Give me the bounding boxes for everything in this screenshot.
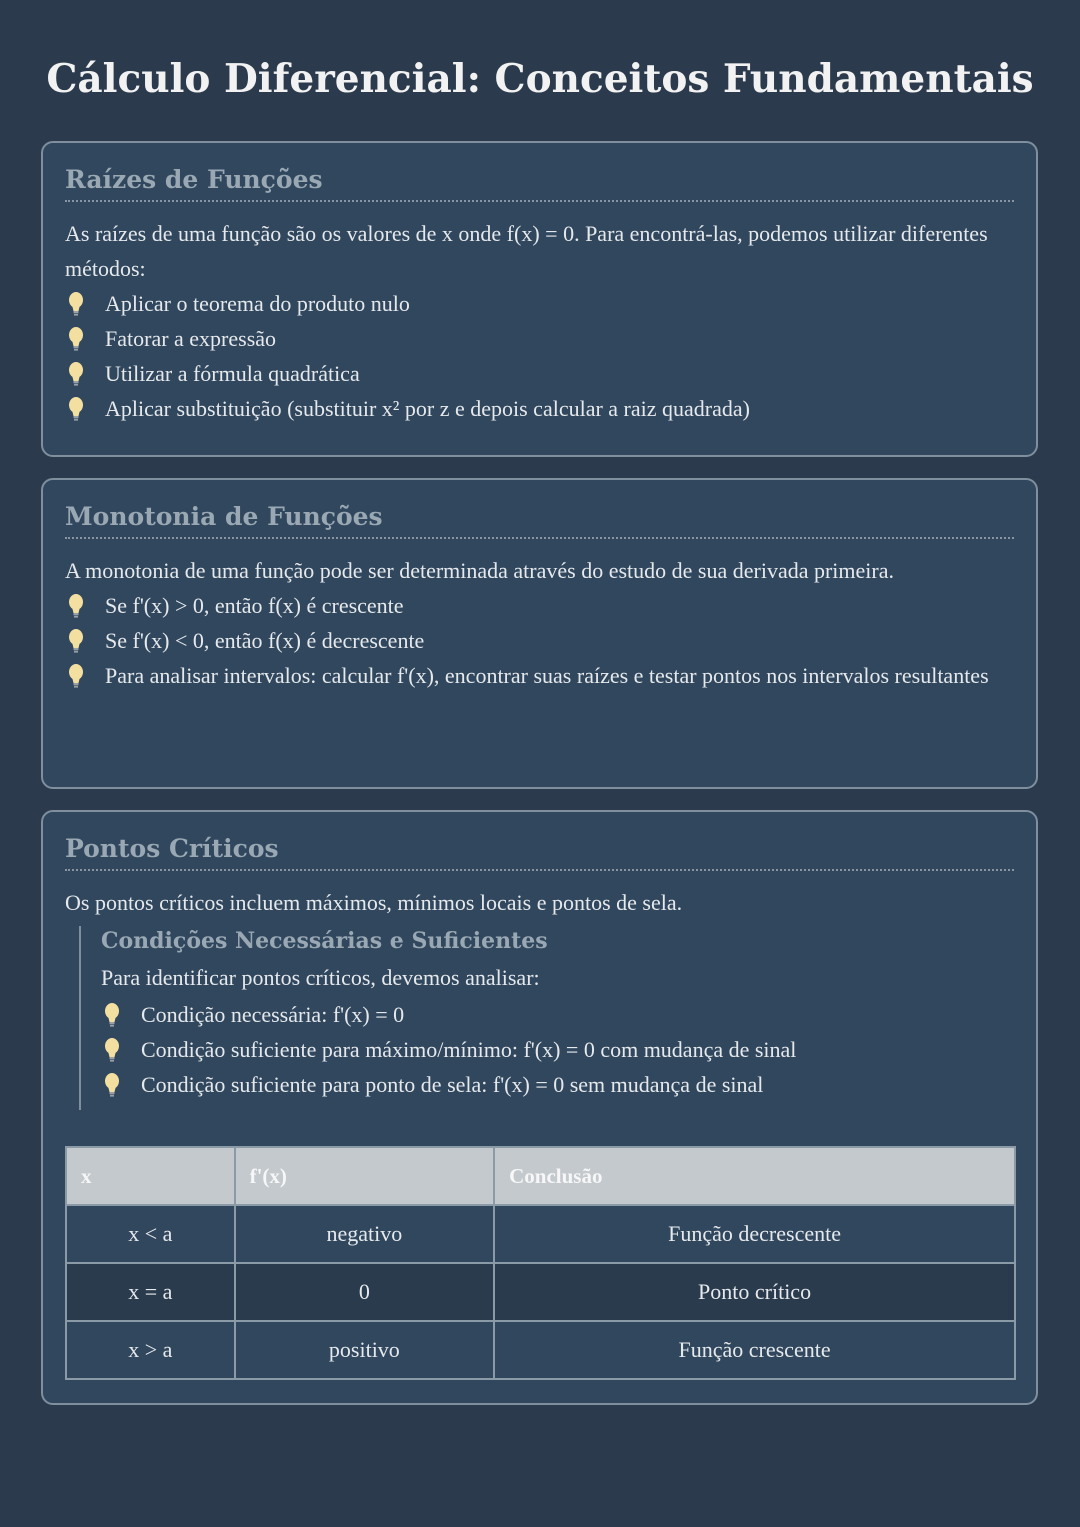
- list-item-label: Se f'(x) > 0, então f(x) é crescente: [105, 593, 404, 618]
- list-item-label: Para analisar intervalos: calcular f'(x), encontrar suas raízes e testar pontos nos intervalos resultantes: [105, 663, 989, 688]
- roots-list: [65, 288, 1014, 424]
- list-item-label: Condição suficiente para ponto de sela: f'(x) = 0 sem mudança de sinal: [141, 1072, 764, 1097]
- list-item-label: Aplicar substituição (substituir x² por z e depois calcular a raiz quadrada): [105, 396, 750, 421]
- derivative-table: [65, 1146, 1016, 1380]
- list-item: [65, 358, 1014, 389]
- conditions-list: [101, 999, 1014, 1100]
- list-item: [65, 393, 1014, 424]
- list-item-label: Condição necessária: f'(x) = 0: [141, 1002, 405, 1027]
- conditions-block: [79, 926, 1014, 1110]
- table-cell: negativo: [235, 1205, 495, 1263]
- list-item-label: Fatorar a expressão: [105, 326, 277, 351]
- table-cell: Função decrescente: [494, 1205, 1015, 1263]
- table-cell: positivo: [235, 1321, 495, 1379]
- table-cell: x > a: [66, 1321, 235, 1379]
- table-header-x: x: [66, 1147, 235, 1205]
- lightbulb-icon: [101, 1037, 123, 1063]
- list-item: [65, 660, 1014, 691]
- table-header-row: [66, 1147, 1015, 1205]
- monotony-list: [65, 590, 1014, 691]
- list-item: [101, 1034, 1014, 1065]
- list-item: [65, 323, 1014, 354]
- table-header-conclusion: Conclusão: [494, 1147, 1015, 1205]
- table-cell: Função crescente: [494, 1321, 1015, 1379]
- list-item: [65, 625, 1014, 656]
- monotony-title: Monotonia de Funções: [65, 480, 1014, 539]
- list-item-label: Se f'(x) < 0, então f(x) é decrescente: [105, 628, 425, 653]
- critical-title: Pontos Críticos: [65, 812, 1014, 871]
- list-item: [65, 590, 1014, 621]
- table-row: [66, 1263, 1015, 1321]
- list-item: [101, 1069, 1014, 1100]
- conditions-intro: Para identificar pontos críticos, devemos analisar:: [101, 965, 540, 990]
- lightbulb-icon: [101, 1002, 123, 1028]
- list-item-label: Condição suficiente para máximo/mínimo: f'(x) = 0 com mudança de sinal: [141, 1037, 797, 1062]
- table-row: [66, 1321, 1015, 1379]
- table-cell: x = a: [66, 1263, 235, 1321]
- list-item: [101, 999, 1014, 1030]
- conditions-title: Condições Necessárias e Suficientes: [101, 928, 548, 954]
- table-cell: Ponto crítico: [494, 1263, 1015, 1321]
- table-cell: 0: [235, 1263, 495, 1321]
- monotony-intro: A monotonia de uma função pode ser determinada através do estudo de sua derivada primeira.: [65, 558, 894, 583]
- lightbulb-icon: [65, 361, 87, 387]
- list-item: [65, 288, 1014, 319]
- lightbulb-icon: [65, 628, 87, 654]
- lightbulb-icon: [65, 291, 87, 317]
- lightbulb-icon: [65, 663, 87, 689]
- monotony-card: [41, 478, 1038, 789]
- critical-card: [41, 810, 1038, 1405]
- list-item-label: Aplicar o teorema do produto nulo: [105, 291, 410, 316]
- page-title: Cálculo Diferencial: Conceitos Fundamentais: [46, 56, 1034, 102]
- roots-intro: As raízes de uma função são os valores de x onde f(x) = 0. Para encontrá-las, podemos utilizar diferentes métodos:: [65, 221, 988, 281]
- lightbulb-icon: [101, 1072, 123, 1098]
- roots-title: Raízes de Funções: [65, 143, 1014, 202]
- critical-intro: Os pontos críticos incluem máximos, mínimos locais e pontos de sela.: [65, 890, 683, 915]
- table-cell: x < a: [66, 1205, 235, 1263]
- table-header-derivative: f'(x): [235, 1147, 495, 1205]
- list-item-label: Utilizar a fórmula quadrática: [105, 361, 360, 386]
- lightbulb-icon: [65, 396, 87, 422]
- roots-card: [41, 141, 1038, 457]
- table-row: [66, 1205, 1015, 1263]
- lightbulb-icon: [65, 326, 87, 352]
- lightbulb-icon: [65, 593, 87, 619]
